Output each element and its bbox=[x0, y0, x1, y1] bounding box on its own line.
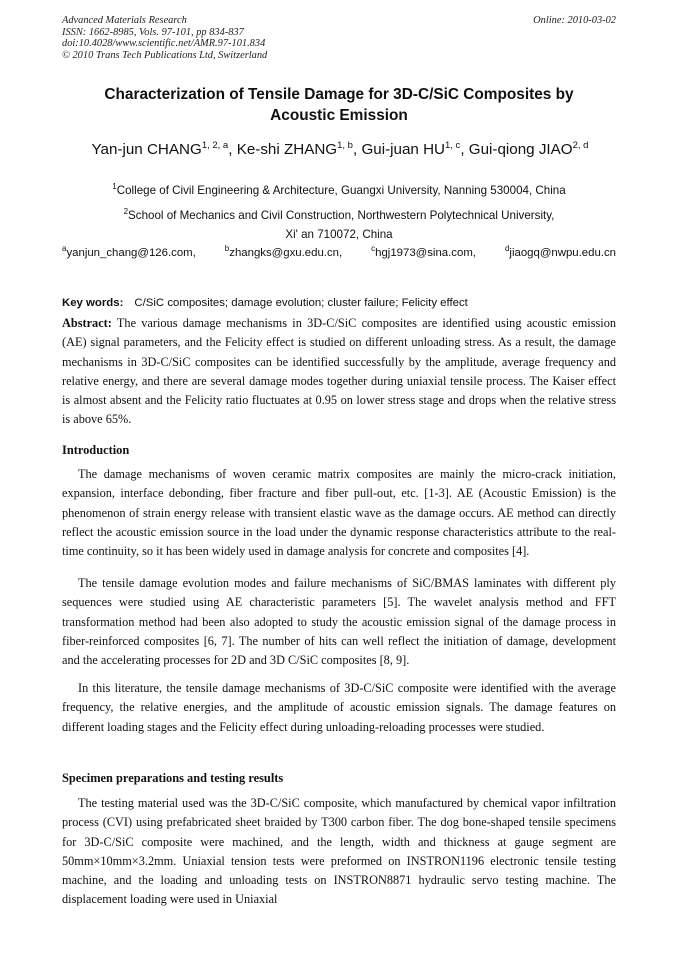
affiliation-text: School of Mechanics and Civil Construction, Northwestern Polytechnical University, bbox=[128, 209, 555, 222]
affiliation-text: College of Civil Engineering & Architecture, Guangxi University, Nanning 530004, China bbox=[116, 184, 566, 197]
author-affiliation-mark: 1, b bbox=[337, 140, 353, 151]
keywords-label: Key words: bbox=[62, 297, 124, 309]
journal-header bbox=[62, 15, 616, 61]
email-item bbox=[371, 244, 476, 259]
affiliation-1 bbox=[62, 177, 616, 200]
email-address: yanjun_chang@126.com, bbox=[66, 247, 196, 259]
online-date: Online: 2010-03-02 bbox=[533, 15, 616, 26]
keywords bbox=[62, 297, 616, 309]
email-mark: a bbox=[62, 244, 67, 253]
paragraph-text: The testing material used was the 3D-C/SiC composite, which manufactured by chemical vapor infiltration process (CVI) using prefabricated sheet braided by T300 carbon fiber. The dog bone-shaped tensile specimens for 3D-C/SiC composite were machined, and the length, width and thickness at gauge segment are 50mm×10mm×3.2mm. Uniaxial tension tests were preformed on INSTRON1196 electronic tensile testing machine, and the loading and unloading tests on INSTRON8871 hydraulic servo testing machine. The displacement loading were used in Uniaxial bbox=[62, 796, 616, 907]
copyright-line: © 2010 Trans Tech Publications Ltd, Switzerland bbox=[62, 49, 268, 61]
affiliation-text: Xi' an 710072, China bbox=[285, 228, 393, 241]
author-separator: , bbox=[352, 141, 362, 158]
introduction-paragraph-2 bbox=[62, 574, 616, 670]
abstract bbox=[62, 314, 616, 430]
author-affiliation-mark: 1, c bbox=[445, 140, 461, 151]
abstract-label: Abstract: bbox=[62, 316, 112, 330]
email-list bbox=[62, 244, 616, 259]
affiliation-mark: 1 bbox=[112, 182, 117, 191]
author-name: Gui-juan HU bbox=[361, 141, 445, 158]
paragraph-text: The tensile damage evolution modes and failure mechanisms of SiC/BMAS laminates with different ply sequences were studied using AE characteristic parameters [5]. The wavelet analysis method and FFT transformation method had been also adopted to study the acoustic emission signal of the damage process in fiber-reinforced composites [6, 7]. The number of hits can well reflect the initiation of damage, development and the accelerating processes for 2D and 3D C/SiC composites [8, 9]. bbox=[62, 576, 616, 668]
journal-name: Advanced Materials Research bbox=[62, 15, 187, 26]
doi-line: doi:10.4028/www.scientific.net/AMR.97-101.834 bbox=[62, 38, 266, 50]
section-heading-specimen: Specimen preparations and testing results bbox=[62, 771, 284, 785]
introduction-paragraph-1 bbox=[62, 465, 616, 561]
email-address: zhangks@gxu.edu.cn, bbox=[229, 247, 343, 259]
paper-title bbox=[62, 84, 616, 126]
email-item bbox=[62, 244, 196, 259]
email-address: hgj1973@sina.com, bbox=[375, 247, 476, 259]
email-mark: b bbox=[224, 244, 230, 253]
paragraph-text: The damage mechanisms of woven ceramic matrix composites are mainly the micro-crack initiation, expansion, interface debonding, fiber fracture and fiber pull-out, etc. [1-3]. AE (Acoustic Emission) is the phenomenon of strain energy release with transient elastic wave as the damage occurs. AE method can directly reflect the acoustic emission source in the load under the dynamic response characteristics attribute to the real-time continuity, so it has been widely used in damage analysis for concrete and composites [4]. bbox=[62, 467, 616, 559]
author-separator: , bbox=[460, 141, 469, 158]
author-separator: , bbox=[228, 141, 237, 158]
author-name: Gui-qiong JIAO bbox=[468, 141, 573, 158]
title-line-2: Acoustic Emission bbox=[270, 107, 408, 124]
email-item bbox=[505, 244, 616, 259]
specimen-paragraph-1 bbox=[62, 794, 616, 910]
introduction-paragraph-3 bbox=[62, 679, 616, 737]
affiliation-2 bbox=[62, 202, 616, 244]
abstract-text: The various damage mechanisms in 3D-C/SiC composites are identified using acoustic emission (AE) signal parameters, and the Felicity effect is studied on different unloading stress. As a result, the damage mechanisms in 3D-C/SiC composites can be identified successfully by the amplitude, average frequency and relative energy, and there are several damage modes together during uniaxial tensile process. The Kaiser effect is almost absent and the Felicity ratio fluctuates at 0.95 on lower stress stage and drops when the relative stress is above 65%. bbox=[62, 316, 616, 427]
section-heading-introduction: Introduction bbox=[62, 443, 130, 457]
author-list bbox=[40, 140, 640, 158]
author-name: Yan-jun CHANG bbox=[91, 141, 202, 158]
title-line-1: Characterization of Tensile Damage for 3D-C/SiC Composites by bbox=[104, 86, 574, 103]
issn-line: ISSN: 1662-8985, Vols. 97-101, pp 834-837 bbox=[62, 26, 244, 38]
author-name: Ke-shi ZHANG bbox=[236, 141, 338, 158]
email-mark: d bbox=[504, 244, 510, 253]
email-mark: c bbox=[371, 244, 376, 253]
paragraph-text: In this literature, the tensile damage mechanisms of 3D-C/SiC composite were identified with the average frequency, the relative energies, and the amplitude of acoustic emission signals. The damage features on different loading stages and the Felicity effect during unloading-reloading processes were studied. bbox=[62, 681, 616, 734]
author-affiliation-mark: 2, d bbox=[572, 140, 589, 151]
email-item bbox=[225, 244, 342, 259]
affiliation-mark: 2 bbox=[123, 207, 129, 216]
keywords-text: C/SiC composites; damage evolution; cluster failure; Felicity effect bbox=[134, 297, 468, 309]
author-affiliation-mark: 1, 2, a bbox=[201, 140, 229, 151]
email-address: jiaogq@nwpu.edu.cn bbox=[509, 247, 616, 259]
